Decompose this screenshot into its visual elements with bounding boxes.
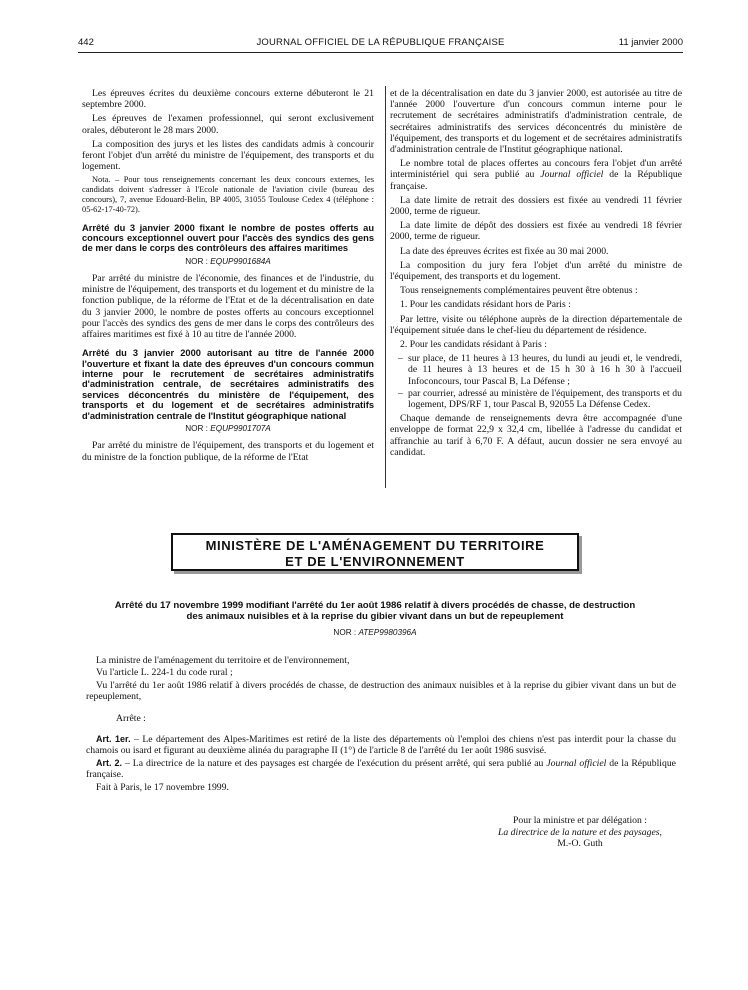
paragraph: La composition des jurys et les listes des candidats admis à concourir feront l'objet d'un arrêté du ministre de l'équipement, des transports et du logement. <box>82 138 374 173</box>
arrete-heading: Arrêté du 3 janvier 2000 fixant le nombre de postes offerts au concours exceptionnel ouvert pour l'accès des syndics des gens de mer dans le corps des contrôleurs des affaires maritimes <box>82 222 374 254</box>
paragraph: La date des épreuves écrites est fixée au 30 mai 2000. <box>400 245 609 257</box>
paragraph: La date limite de retrait des dossiers est fixée au vendredi 11 février 2000, terme de rigueur. <box>390 194 682 218</box>
visa-line: La ministre de l'aménagement du territoire et de l'environnement, <box>96 655 350 666</box>
left-column <box>82 88 374 466</box>
paragraph: et de la décentralisation en date du 3 janvier 2000, est autorisée au titre de l'année 2000 l'ouverture d'un concours commun interne pour le recrutement de secrétaires administratifs d'administration centrale, de secrétaires administratifs des services déconcentrés du ministère de l'équipement, des transports et du logement et de secrétaires administratifs d'administration centrale de l'Institut géographique national. <box>390 88 682 156</box>
paragraph: Par arrêté du ministre de l'équipement, des transports et du logement et du ministre de la fonction publique, de la réforme de l'Etat <box>82 440 374 463</box>
article-2: Art. 2. – La directrice de la nature et des paysages est chargée de l'exécution du présent arrêté, qui sera publié au Journal officiel de la République française. <box>86 757 676 781</box>
paragraph: Les épreuves de l'examen professionnel, qui seront exclusivement orales, débuteront le 28 mars 2000. <box>82 113 374 136</box>
visa-line: Vu l'arrêté du 1er août 1986 relatif à divers procédés de chasse, de destruction des animaux nuisibles et à la reprise du gibier vivant dans un but de repeuplement, <box>86 679 676 703</box>
arrete-title: Arrêté du 17 novembre 1999 modifiant l'arrêté du 1er août 1986 relatif à divers procédés de chasse, de destruction des animaux nuisibles et à la reprise du gibier vivant dans un but de repeuplement <box>114 600 636 622</box>
page-header <box>78 37 683 51</box>
arrete-heading: Arrêté du 3 janvier 2000 autorisant au titre de l'année 2000 l'ouverture et fixant la date des épreuves d'un concours commun interne pour le recrutement de secrétaires administratifs d'administration centrale, de secrétaires administratifs des services déconcentrés du ministère de l'équipement, des transports et du logement et de secrétaires administratifs d'administration centrale de l'Institut géographique national <box>82 348 374 421</box>
signature-role: La directrice de la nature et des paysages, <box>498 826 662 838</box>
arrete-body <box>86 655 676 794</box>
fait-line: Fait à Paris, le 17 novembre 1999. <box>96 781 229 793</box>
list-item: – par courrier, adressé au ministère de l'équipement, des transports et du logement, DPS/RF 1, tour Pascal B, 92055 La Défense Cedex. <box>408 388 682 410</box>
visa-line: Vu l'article L. 224-1 du code rural ; <box>96 667 233 679</box>
nota-paragraph: Nota. – Pour tous renseignements concernant les deux concours externes, les candidats doivent s'adresser à l'Ecole nationale de l'aviation civile (bureau des concours), 7, avenue Edouard-Belin, BP 4005, 31055 Toulouse Cedex 4 (téléphone : 05-62-17-40-72). <box>82 175 374 214</box>
page-number: 442 <box>78 37 94 48</box>
list-item: – sur place, de 11 heures à 13 heures, du lundi au jeudi et, le vendredi, de 11 heures à 13 heures et de 15 h 30 à 16 h 30 à l'accueil Infoconcours, tour Pascal B, La Défense ; <box>408 353 682 387</box>
paragraph: Par lettre, visite ou téléphone auprès de la direction départementale de l'équipement située dans le chef-lieu du département de résidence. <box>390 313 682 336</box>
signature-block <box>480 815 680 850</box>
column-divider <box>385 86 386 488</box>
paragraph: Chaque demande de renseignements devra être accompagnée d'une enveloppe de format 22,9 x 32,4 cm, libellée à l'adresse du candidat et affranchie au tarif à 6,70 F. A défaut, aucun dossier ne sera envoyé au candidat. <box>390 413 682 458</box>
signature-name: M.-O. Guth <box>557 838 603 850</box>
paragraph: Le nombre total de places offertes au concours fera l'objet d'un arrêté interministériel qui sera publié au Journal officiel de la République française. <box>390 158 682 192</box>
nor-reference: NOR : ATEP9980396A <box>333 628 417 637</box>
right-column <box>390 88 682 461</box>
paragraph: La date limite de dépôt des dossiers est fixée au vendredi 18 février 2000, terme de rigueur. <box>390 220 682 243</box>
ministry-line: MINISTÈRE DE L'AMÉNAGEMENT DU TERRITOIRE <box>205 538 545 553</box>
issue-date: 11 janvier 2000 <box>618 37 683 48</box>
paragraph: La composition du jury fera l'objet d'un arrêté du ministre de l'équipement, des transports et du logement. <box>390 259 682 283</box>
nor-reference: NOR : EQUP9901684A <box>185 256 271 266</box>
arrete-keyword: Arrête : <box>116 712 146 724</box>
paragraph: Les épreuves écrites du deuxième concours externe débuteront le 21 septembre 2000. <box>82 88 374 111</box>
ministry-banner <box>171 533 579 571</box>
paragraph: 1. Pour les candidats résidant hors de Paris : <box>400 299 571 311</box>
journal-title: JOURNAL OFFICIEL DE LA RÉPUBLIQUE FRANÇAISE <box>256 37 505 48</box>
header-rule <box>78 52 683 53</box>
signature-line: Pour la ministre et par délégation : <box>513 815 647 826</box>
contact-list <box>390 353 682 410</box>
paragraph: Par arrêté du ministre de l'économie, des finances et de l'industrie, du ministre de l'équipement, des transports et du logement et du ministre de la fonction publique, de la réforme de l'Etat et de la décentralisation en date du 3 janvier 2000, le nombre de postes offerts au concours exceptionnel pour l'accès des syndics des gens de mer dans le corps des contrôleurs des affaires maritimes est fixé à 10 au titre de l'année 2000. <box>82 273 374 341</box>
paragraph: Tous renseignements complémentaires peuvent être obtenus : <box>400 285 638 297</box>
article-1: Art. 1er. – Le département des Alpes-Maritimes est retiré de la liste des départements où l'emploi des chiens n'est pas interdit pour la chasse du chamois ou isard et figurant au deuxième alinéa du paragraphe II (1°) de l'article 8 de l'arrêté du 1er août 1986 susvisé. <box>86 734 676 757</box>
ministry-line: ET DE L'ENVIRONNEMENT <box>285 554 465 569</box>
nor-reference: NOR : EQUP9901707A <box>185 424 271 434</box>
paragraph: 2. Pour les candidats résidant à Paris : <box>400 339 547 351</box>
